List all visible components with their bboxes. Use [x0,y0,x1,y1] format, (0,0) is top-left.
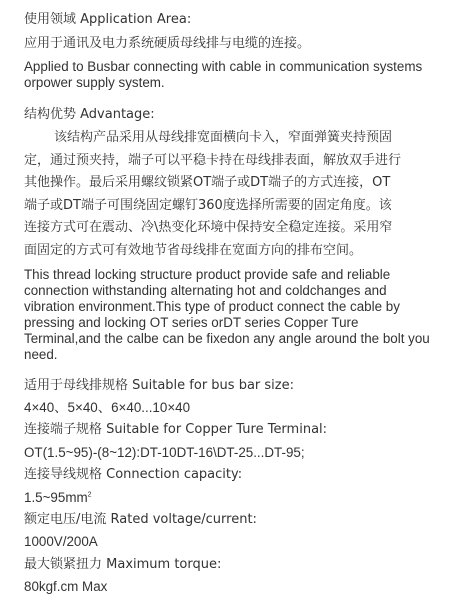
spec-torque-label: 最大锁紧扭力 Maximum torque: [24,556,222,572]
spec-voltage-value: 1000V/200A [24,534,98,550]
spec-voltage-label: 额定电压/电流 Rated voltage/current: [24,512,257,527]
advantage-cn-row: 连接方式可在震动、冷\热变化环境中保持安全稳定连接。采用窄 [24,220,393,236]
advantage-cn-row: 该结构产品采用从母线排宽面横向卡入，窄面弹簧夹持预固 [54,130,393,145]
advantage-cn-row: 端子或DT端子可围绕固定螺钉360度选择所需要的固定角度。该 [24,197,392,213]
spec-terminal-value: OT(1.5~95)-(8~12):DT-10DT-16\DT-25...DT-95; [24,444,305,460]
spec-terminal-label: 连接端子规格 Suitable for Copper Ture Terminal: [24,422,328,438]
advantage-cn-row: 面固定的方式可有效地节省母线排在宽面方向的排布空间。 [24,242,363,258]
application-text-en: Applied to Busbar connecting with cable in communication systems orpower supply system. [24,59,423,90]
advantage-text-cn [24,127,454,263]
advantage-cn-row: 其他操作。最后采用螺纹锁紧OT端子或DT端子的方式连接，OT [24,175,391,191]
spec-list [24,375,454,599]
application-text-cn: 应用于通讯及电力系统硬质母线排与电缆的连接。 [24,36,311,51]
spec-connection-label: 连接导线规格 Connection capacity: [24,467,243,483]
spec-bus-bar-value: 4×40、5×40、6×40...10×40 [24,399,191,415]
spec-connection-unit-exponent: 2 [87,491,92,499]
advantage-text-en: This thread locking structure product provide safe and reliable connection withstanding alternating hot and coldchanges and vibration environment.This type of product connect the cable by pressing and locking OT series orDT series Copper Ture Terminal,and the calbe can be fixedon any angle around the bolt you need. [24,266,430,362]
spec-bus-bar-label: 适用于母线排规格 Suitable for bus bar size: [24,377,294,393]
application-heading: 使用领域 Application Area: [24,12,192,27]
advantage-cn-row: 定，通过预夹持，端子可以平稳卡持在母线排表面，解放双手进行 [24,152,402,168]
advantage-heading: 结构优势 Advantage: [24,107,155,122]
product-description [24,10,454,599]
spec-connection-value [24,487,454,509]
spec-torque-value: 80kgf.cm Max [24,579,108,595]
spec-connection-number: 1.5~95mm [24,489,88,505]
